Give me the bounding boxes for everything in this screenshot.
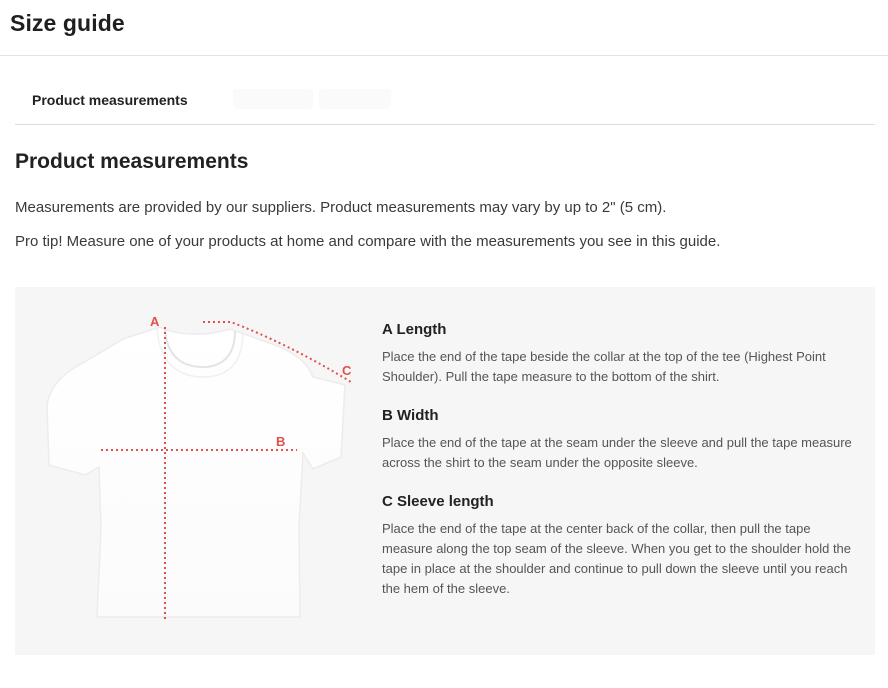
measurement-text: Place the end of the tape at the seam under the sleeve and pull the tape measure across the shirt to the seam under the opposite sleeve.	[382, 435, 852, 470]
tab-product-measurements[interactable]: Product measurements	[32, 92, 188, 108]
tip-paragraph: Pro tip! Measure one of your products at home and compare with the measurements you see in this guide.	[15, 233, 721, 250]
marker-a: A	[150, 314, 160, 329]
intro-paragraph: Measurements are provided by our suppliers. Product measurements may vary by up to 2" (5 cm).	[15, 199, 667, 216]
measurement-title: B Width	[382, 407, 439, 424]
tab-placeholder	[233, 89, 313, 109]
page-title: Size guide	[10, 10, 125, 36]
tshirt-icon	[45, 307, 365, 627]
marker-c: C	[342, 363, 352, 378]
measurement-title: A Length	[382, 321, 447, 338]
measurement-guide-panel	[15, 287, 875, 655]
section-title: Product measurements	[15, 150, 249, 173]
measurement-sleeve-length	[382, 493, 852, 599]
modal-header	[0, 0, 888, 56]
tshirt-measurement-diagram	[45, 307, 365, 627]
measurement-text: Place the end of the tape beside the collar at the top of the tee (Highest Point Shoulder). Pull the tape measure to the bottom of the shirt.	[382, 349, 826, 384]
marker-b: B	[276, 434, 286, 449]
measurement-width	[382, 407, 852, 473]
measurement-text: Place the end of the tape at the center back of the collar, then pull the tape measure along the top seam of the sleeve. When you get to the shoulder hold the tape in place at the shoulder and continue to pull down the sleeve until you reach the hem of the sleeve.	[382, 521, 852, 596]
tab-bar	[15, 80, 875, 125]
measurement-title: C Sleeve length	[382, 493, 494, 510]
tab-placeholder	[319, 89, 391, 109]
measurement-length	[382, 321, 852, 387]
